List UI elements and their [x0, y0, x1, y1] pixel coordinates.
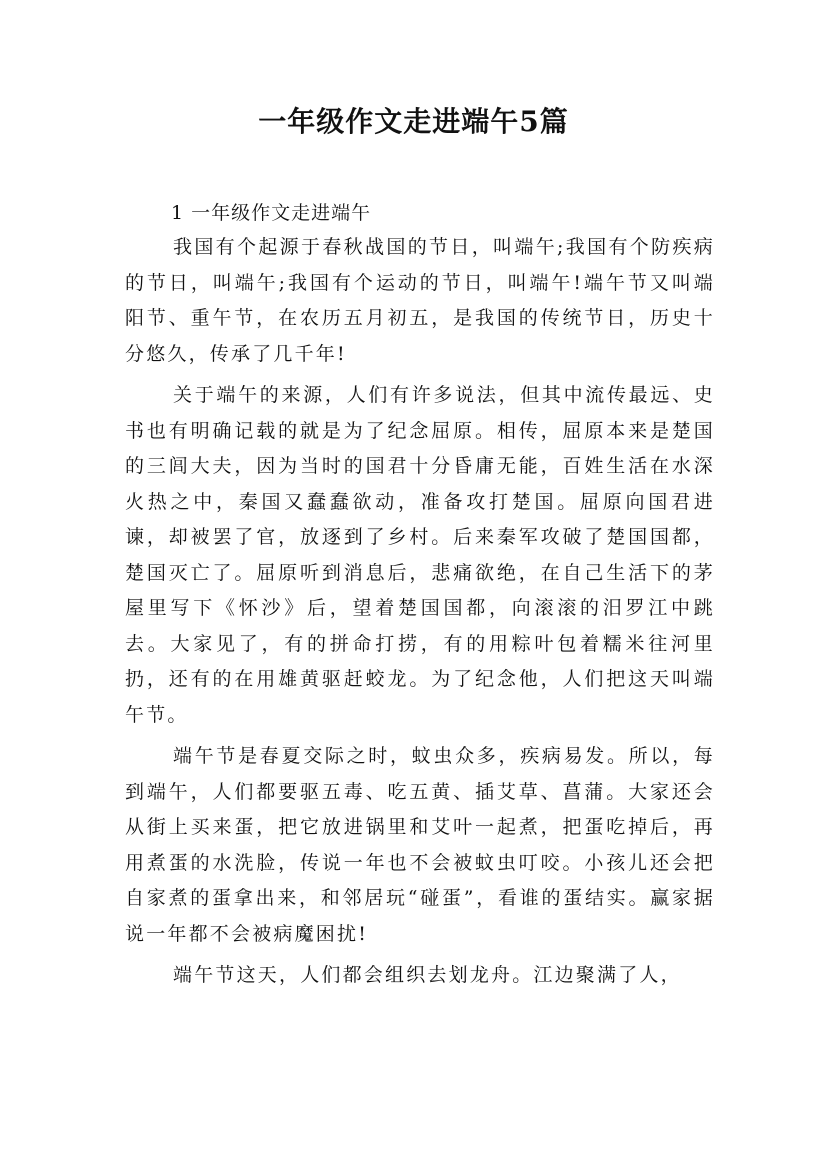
- paragraph-2: 关于端午的来源，人们有许多说法，但其中流传最远、史书也有明确记载的就是为了纪念屈原。相传，屈原本来是楚国的三闾大夫，因为当时的国君十分昏庸无能，百姓生活在水深火热之中，秦国又蠢蠢欲动，准备攻打楚国。屈原向国君进谏，却被罢了官，放逐到了乡村。后来秦军攻破了楚国国都，楚国灭亡了。屈原听到消息后，悲痛欲绝，在自己生活下的茅屋里写下《怀沙》后，望着楚国国都，向滚滚的汨罗江中跳去。大家见了，有的拼命打捞，有的用粽叶包着糯米往河里扔，还有的在用雄黄驱赶蛟龙。为了纪念他，人们把这天叫端午节。: [125, 384, 715, 726]
- paragraph-1: 我国有个起源于春秋战国的节日，叫端午;我国有个防疾病的节日，叫端午;我国有个运动的节日，叫端午!端午节又叫端阳节、重午节，在农历五月初五，是我国的传统节日，历史十分悠久，传承了几千年!: [125, 236, 715, 365]
- document-title: 一年级作文走进端午5篇: [258, 105, 569, 138]
- paragraph-4: 端午节这天，人们都会组织去划龙舟。江边聚满了人，: [173, 964, 682, 986]
- paragraph-3: 端午节是春夏交际之时，蚊虫众多，疾病易发。所以，每到端午，人们都要驱五毒、吃五黄、插艾草、菖蒲。大家还会从街上买来蛋，把它放进锅里和艾叶一起煮，把蛋吃掉后，再用煮蛋的水洗脸，传说一年也不会被蚊虫叮咬。小孩儿还会把自家煮的蛋拿出来，和邻居玩“碰蛋”，看谁的蛋结实。赢家据说一年都不会被病魔困扰!: [125, 745, 715, 945]
- section-heading: 1 一年级作文走进端午: [171, 202, 372, 224]
- document-body: [125, 196, 715, 1000]
